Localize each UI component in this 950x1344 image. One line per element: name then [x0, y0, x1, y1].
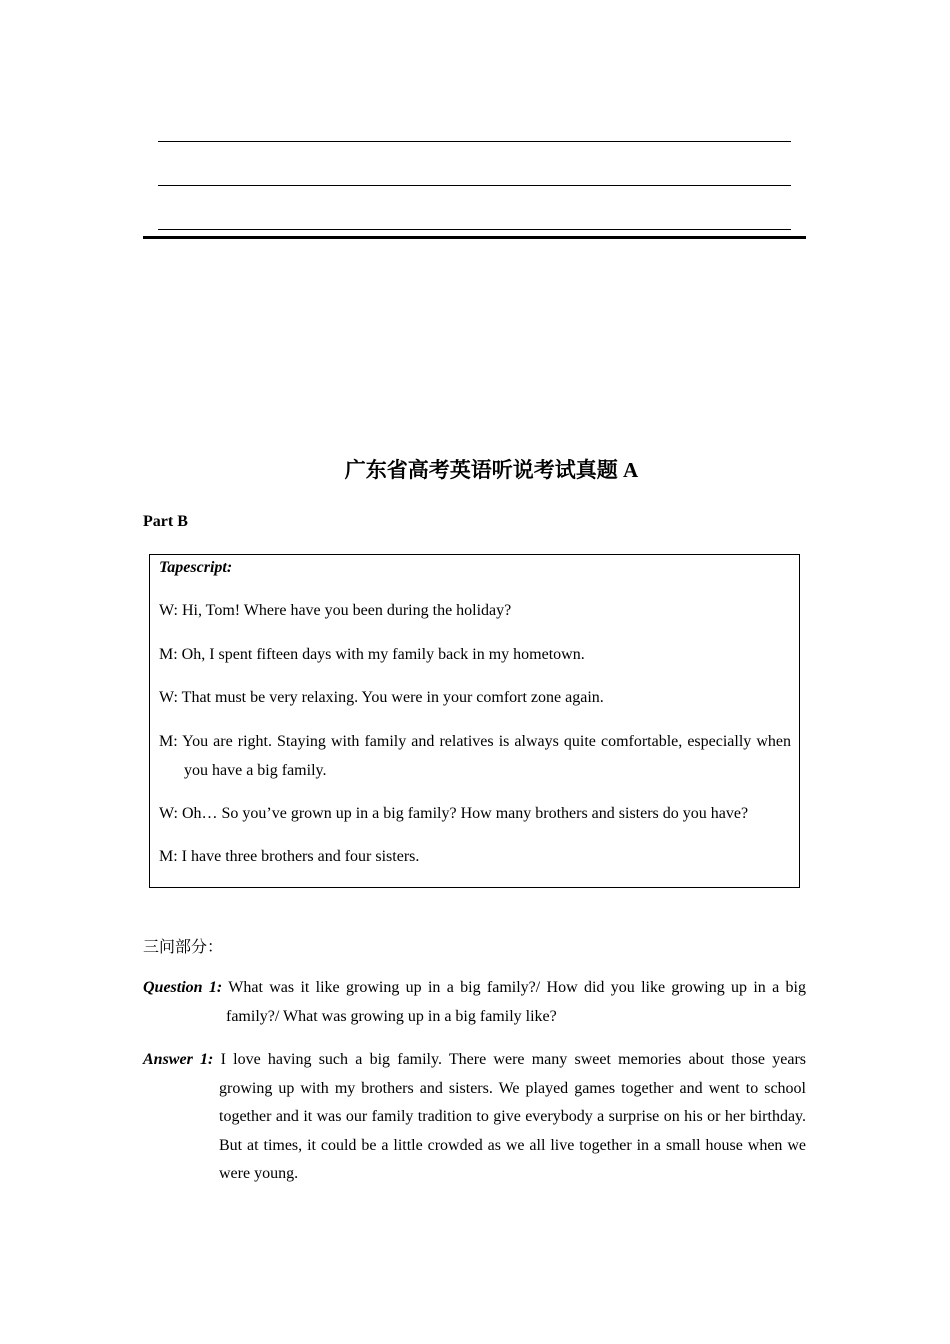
- answer-1: [143, 1046, 806, 1189]
- answer-line: [158, 141, 791, 142]
- dialogue-text: I have three brothers and four sisters.: [181, 848, 420, 865]
- tapescript-box: [149, 554, 800, 888]
- dialogue-line: [159, 843, 791, 872]
- dialogue-line: [159, 597, 791, 626]
- answer-line: [158, 185, 791, 186]
- speaker-label: W:: [159, 805, 178, 822]
- question-label: Question 1:: [143, 979, 223, 996]
- section-label: 三问部分：: [143, 939, 224, 956]
- dialogue-line: [159, 728, 791, 785]
- dialogue-line: [159, 684, 791, 713]
- tapescript-heading: Tapescript:: [159, 559, 233, 576]
- dialogue-text: You are right. Staying with family and relatives is always quite comfortable, especially when you have a big family.: [182, 733, 791, 779]
- dialogue-text: Oh… So you’ve grown up in a big family? How many brothers and sisters do you have?: [181, 805, 749, 822]
- answer-line: [158, 229, 791, 230]
- question-1: [143, 974, 806, 1031]
- question-text: What was it like growing up in a big family?/ How did you like growing up in a big family?/ What was growing up in a big family like?: [226, 979, 807, 1025]
- answer-label: Answer 1:: [143, 1051, 214, 1068]
- speaker-label: M:: [159, 646, 178, 663]
- dialogue-line: [159, 800, 791, 829]
- speaker-label: W:: [159, 689, 178, 706]
- dialogue-line: [159, 641, 791, 670]
- section-divider: [143, 236, 806, 239]
- speaker-label: M:: [159, 848, 178, 865]
- part-label: Part B: [143, 513, 188, 530]
- speaker-label: W:: [159, 602, 178, 619]
- page-title: 广东省高考英语听说考试真题 A: [344, 458, 639, 482]
- speaker-label: M:: [159, 733, 178, 750]
- dialogue-text: Hi, Tom! Where have you been during the holiday?: [181, 602, 512, 619]
- dialogue-text: That must be very relaxing. You were in your comfort zone again.: [181, 689, 604, 706]
- dialogue-text: Oh, I spent fifteen days with my family back in my hometown.: [181, 646, 585, 663]
- answer-text: I love having such a big family. There were many sweet memories about those years growing up with my brothers and sisters. We played games together and went to school together and it was our family tradition to give everybody a surprise on his or her birthday. But at times, it could be a little crowded as we all live together in a small house when we were young.: [219, 1051, 807, 1182]
